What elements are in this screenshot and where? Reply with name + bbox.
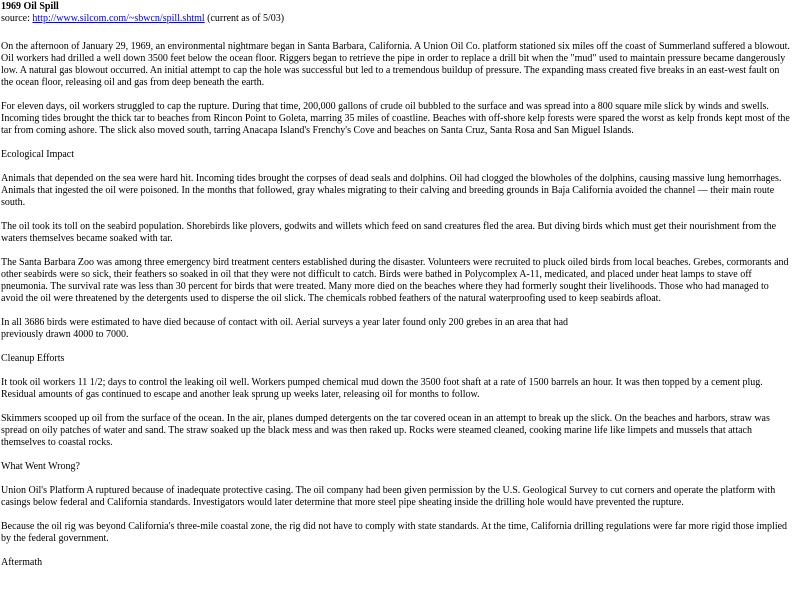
ecological-last-line-2: previously drawn 4000 to 7000. <box>1 329 129 340</box>
intro-paragraph-1: On the afternoon of January 29, 1969, an environmental nightmare began in Santa Barbara, California. A Union Oil Co. platform stationed six miles off the coast of Summerland suffered a blowout. Oil workers had drilled a well down 3500 feet below the ocean floor. Riggers began to retrieve the pipe in order to replace a drill bit when the "mud" used to maintain pressure became dangerously low. A natural gas blowout occurred. An initial attempt to cap the hole was successful but led to a tremendous buildup of pressure. The expanding mass created five breaks in an east-west fault on the ocean floor, releasing oil and gas from deep beneath the earth. <box>1 41 790 88</box>
source-prefix: source: <box>1 13 33 24</box>
page-title: 1969 Oil Spill <box>1 1 59 12</box>
wrong-paragraph-1: Union Oil's Platform A ruptured because of inadequate protective casing. The oil company had been given permission by the U.S. Geological Survey to cut corners and operate the platform with casings below federal and California standards. Investigators would later determine that more steel pipe sheating inside the drilling hole would have prevented the rupture. <box>1 485 776 508</box>
ecological-paragraph-2: The oil took its toll on the seabird population. Shorebirds like plovers, godwits and willets which feed on sand creatures fled the area. But diving birds which must get their nourishment from the waters themselves became soaked with tar. <box>1 221 777 244</box>
section-heading-cleanup: Cleanup Efforts <box>1 353 65 364</box>
ecological-last-line-1: In all 3686 birds were estimated to have died because of contact with oil. Aerial surveys a year later found only 200 grebes in an area that had <box>1 317 569 328</box>
section-heading-what-went-wrong: What Went Wrong? <box>1 461 80 472</box>
section-heading-ecological: Ecological Impact <box>1 149 75 160</box>
intro-paragraph-2: For eleven days, oil workers struggled to cap the rupture. During that time, 200,000 gallons of crude oil bubbled to the surface and was spread into a 800 square mile slick by winds and swells. Incoming tides brought the thick tar to beaches from Rincon Point to Goleta, marring 35 miles of coastline. Beaches with off-shore kelp forests were spared the worst as kelp fronds kept most of the tar from coming ashore. The slick also moved south, tarring Anacapa Island's Frenchy's Cove and beaches on Santa Cruz, Santa Rosa and San Miguel Islands. <box>1 101 790 136</box>
source-line <box>1 13 793 25</box>
source-suffix: (current as of 5/03) <box>204 13 285 24</box>
ecological-paragraph-1: Animals that depended on the sea were hard hit. Incoming tides brought the corpses of dead seals and dolphins. Oil had clogged the blowholes of the dolphins, causing massive lung hemorrhages. Animals that ingested the oil were poisoned. In the months that followed, gray whales migrating to their calving and breeding grounds in Baja California avoided the channel — their main route south. <box>1 173 782 208</box>
source-link[interactable]: http://www.silcom.com/~sbwcn/spill.shtml <box>32 13 205 24</box>
section-heading-aftermath: Aftermath <box>1 557 43 568</box>
cleanup-paragraph-2: Skimmers scooped up oil from the surface of the ocean. In the air, planes dumped detergents on the tar covered ocean in an attempt to break up the slick. On the beaches and harbors, straw was spread on oily patches of water and sand. The straw soaked up the black mess and was then raked up. Rocks were steamed cleaned, cooking marine life like limpets and mussels that attach themselves to coastal rocks. <box>1 413 770 448</box>
ecological-paragraph-4 <box>1 317 793 341</box>
cleanup-paragraph-1: It took oil workers 11 1/2; days to control the leaking oil well. Workers pumped chemical mud down the 3500 foot shaft at a rate of 1500 barrels an hour. It was then topped by a cement plug. Residual amounts of gas continued to escape and another leak sprung up weeks later, releasing oil for months to follow. <box>1 377 763 400</box>
ecological-paragraph-3: The Santa Barbara Zoo was among three emergency bird treatment centers established during the disaster. Volunteers were recruited to pluck oiled birds from local beaches. Grebes, cormorants and other seabirds were so sick, their feathers so soaked in oil that they were not difficult to catch. Birds were bathed in Polycomplex A-11, medicated, and placed under heat lamps to stave off pneumonia. The survival rate was less than 30 percent for birds that were treated. Many more died on the beaches where they had formerly sought their livelihoods. Those who had managed to avoid the oil were threatened by the detergents used to disperse the oil slick. The chemicals robbed feathers of the natural waterproofing used to keep seabirds afloat. <box>1 257 789 304</box>
wrong-paragraph-2: Because the oil rig was beyond California's three-mile coastal zone, the rig did not have to comply with state standards. At the time, California drilling regulations were far more rigid those implied by the federal government. <box>1 521 788 544</box>
